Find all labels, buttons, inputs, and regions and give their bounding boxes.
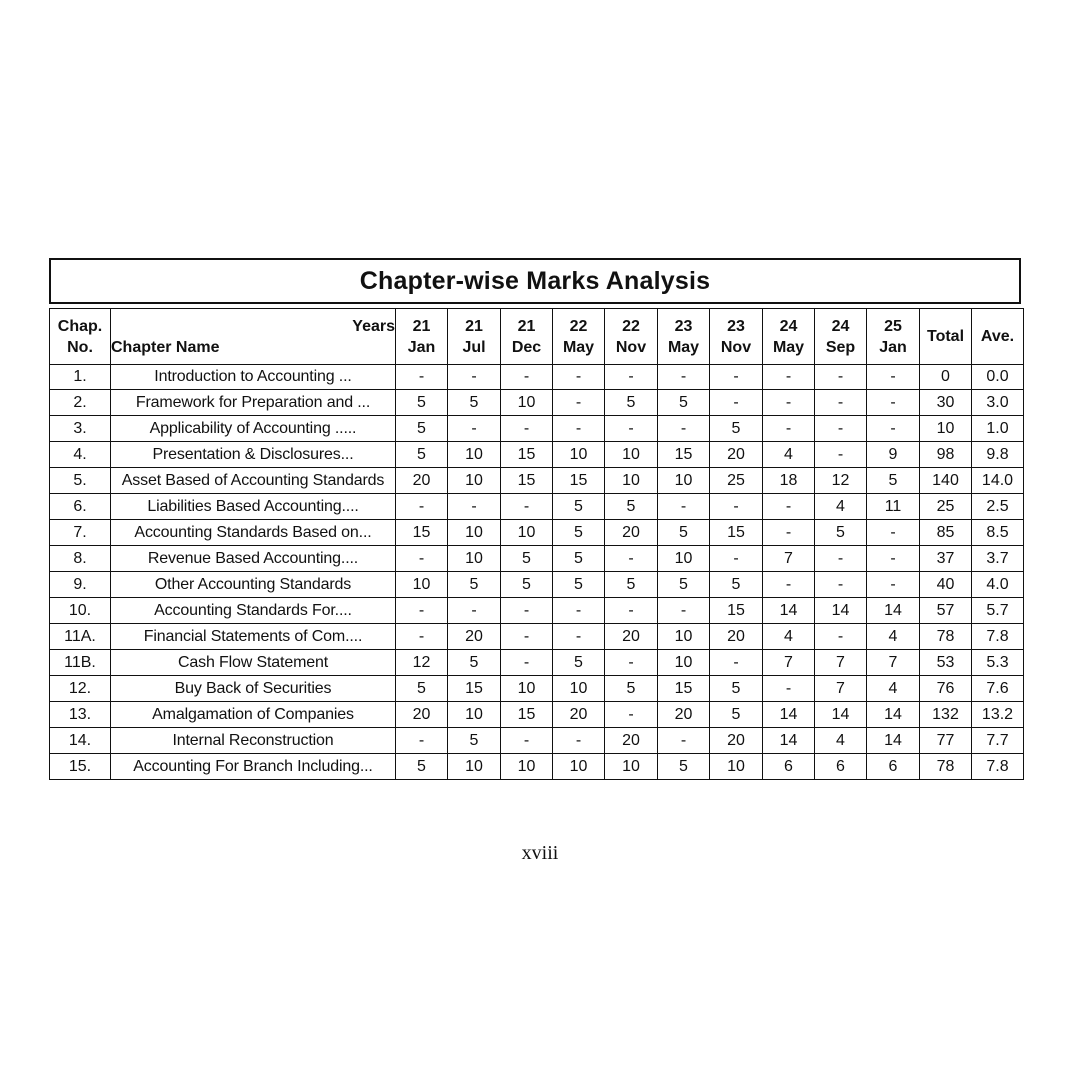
period-year: 24 <box>779 317 798 335</box>
marks-cell: - <box>501 624 553 650</box>
marks-cell: - <box>501 650 553 676</box>
marks-cell: 5 <box>658 390 710 416</box>
total-cell: 30 <box>920 390 972 416</box>
total-cell: 77 <box>920 728 972 754</box>
marks-cell: 4 <box>867 676 920 702</box>
marks-cell: 15 <box>501 442 553 468</box>
marks-cell: 10 <box>448 702 501 728</box>
chapter-number-cell: 6. <box>50 494 111 520</box>
marks-cell: - <box>396 494 448 520</box>
marks-cell: 5 <box>658 572 710 598</box>
period-header <box>605 309 658 365</box>
period-month: Jan <box>407 338 436 356</box>
average-cell: 7.8 <box>972 624 1024 650</box>
marks-cell: 5 <box>396 676 448 702</box>
chapter-name-label: Chapter Name <box>111 338 220 356</box>
marks-cell: 5 <box>396 416 448 442</box>
marks-cell: - <box>763 390 815 416</box>
marks-cell: - <box>710 365 763 390</box>
chapter-name-cell: Cash Flow Statement <box>111 650 396 676</box>
marks-cell: 15 <box>710 520 763 546</box>
chapter-name-cell: Accounting Standards For.... <box>111 598 396 624</box>
period-month: May <box>562 338 595 356</box>
period-year: 21 <box>465 317 483 335</box>
marks-cell: - <box>553 365 605 390</box>
average-cell: 7.7 <box>972 728 1024 754</box>
chapter-number-cell: 9. <box>50 572 111 598</box>
marks-cell: 5 <box>448 728 501 754</box>
marks-cell: - <box>553 390 605 416</box>
chapter-name-cell: Amalgamation of Companies <box>111 702 396 728</box>
chapter-name-cell: Buy Back of Securities <box>111 676 396 702</box>
average-cell: 5.7 <box>972 598 1024 624</box>
total-cell: 98 <box>920 442 972 468</box>
marks-cell: 10 <box>605 468 658 494</box>
marks-cell: 10 <box>658 624 710 650</box>
average-cell: 9.8 <box>972 442 1024 468</box>
period-month: May <box>667 338 700 356</box>
marks-cell: 20 <box>605 728 658 754</box>
marks-cell: 5 <box>396 442 448 468</box>
header-row <box>50 309 1024 365</box>
marks-cell: 15 <box>396 520 448 546</box>
marks-cell: - <box>553 624 605 650</box>
chapter-name-cell: Accounting For Branch Including... <box>111 754 396 780</box>
marks-cell: - <box>501 494 553 520</box>
marks-cell: - <box>710 390 763 416</box>
chapter-number-cell: 11A. <box>50 624 111 650</box>
marks-cell: 14 <box>867 728 920 754</box>
marks-cell: 20 <box>553 702 605 728</box>
marks-cell: - <box>815 624 867 650</box>
average-cell: 8.5 <box>972 520 1024 546</box>
marks-cell: - <box>763 494 815 520</box>
marks-cell: - <box>658 416 710 442</box>
table-row <box>50 624 1024 650</box>
period-header <box>763 309 815 365</box>
total-cell: 37 <box>920 546 972 572</box>
period-header <box>710 309 763 365</box>
marks-cell: - <box>605 650 658 676</box>
table-row <box>50 702 1024 728</box>
table-row <box>50 416 1024 442</box>
period-month: Jan <box>879 338 907 356</box>
marks-cell: 20 <box>396 468 448 494</box>
marks-cell: 10 <box>658 546 710 572</box>
total-cell: 140 <box>920 468 972 494</box>
marks-cell: 6 <box>763 754 815 780</box>
page-number: xviii <box>521 842 559 864</box>
marks-cell: 7 <box>815 676 867 702</box>
marks-cell: 15 <box>553 468 605 494</box>
marks-cell: - <box>763 365 815 390</box>
period-header <box>658 309 710 365</box>
marks-cell: - <box>501 598 553 624</box>
marks-cell: - <box>815 365 867 390</box>
marks-cell: - <box>448 598 501 624</box>
marks-cell: - <box>501 728 553 754</box>
marks-cell: 10 <box>448 468 501 494</box>
chapter-name-cell: Financial Statements of Com.... <box>111 624 396 650</box>
marks-cell: 5 <box>448 650 501 676</box>
marks-cell: - <box>815 442 867 468</box>
marks-cell: 4 <box>815 494 867 520</box>
period-month: Jul <box>462 338 486 356</box>
average-cell: 7.8 <box>972 754 1024 780</box>
chapter-number-cell: 15. <box>50 754 111 780</box>
table-row <box>50 546 1024 572</box>
marks-cell: 10 <box>501 520 553 546</box>
marks-cell: 5 <box>867 468 920 494</box>
marks-cell: - <box>553 416 605 442</box>
marks-cell: - <box>605 416 658 442</box>
period-year: 21 <box>412 317 431 335</box>
chapter-name-cell: Internal Reconstruction <box>111 728 396 754</box>
marks-cell: 5 <box>396 390 448 416</box>
marks-cell: 10 <box>553 442 605 468</box>
total-cell: 40 <box>920 572 972 598</box>
table-row <box>50 494 1024 520</box>
marks-cell: 10 <box>553 754 605 780</box>
table-row <box>50 442 1024 468</box>
chapter-number-cell: 11B. <box>50 650 111 676</box>
table-body <box>50 365 1024 780</box>
marks-cell: 10 <box>501 754 553 780</box>
marks-cell: 20 <box>710 728 763 754</box>
marks-cell: 14 <box>815 598 867 624</box>
chapter-name-cell: Accounting Standards Based on... <box>111 520 396 546</box>
marks-cell: 10 <box>658 650 710 676</box>
average-cell: 3.7 <box>972 546 1024 572</box>
chapter-name-cell: Asset Based of Accounting Standards <box>111 468 396 494</box>
marks-cell: 7 <box>867 650 920 676</box>
chapter-number-cell: 14. <box>50 728 111 754</box>
chapter-name-cell: Introduction to Accounting ... <box>111 365 396 390</box>
chapter-name-cell: Framework for Preparation and ... <box>111 390 396 416</box>
marks-cell: - <box>710 494 763 520</box>
marks-cell: 20 <box>658 702 710 728</box>
marks-cell: - <box>448 416 501 442</box>
marks-cell: - <box>501 416 553 442</box>
average-cell: 13.2 <box>972 702 1024 728</box>
period-header <box>396 309 448 365</box>
period-header <box>815 309 867 365</box>
period-header <box>867 309 920 365</box>
marks-cell: 5 <box>501 572 553 598</box>
marks-cell: 14 <box>763 598 815 624</box>
years-label: Years <box>352 317 395 335</box>
average-cell: 2.5 <box>972 494 1024 520</box>
marks-cell: - <box>710 546 763 572</box>
chapter-number-cell: 4. <box>50 442 111 468</box>
average-cell: 4.0 <box>972 572 1024 598</box>
marks-cell: - <box>658 365 710 390</box>
total-cell: 57 <box>920 598 972 624</box>
period-year: 23 <box>727 317 745 335</box>
chapter-name-cell: Other Accounting Standards <box>111 572 396 598</box>
marks-cell: - <box>867 365 920 390</box>
marks-cell: - <box>867 520 920 546</box>
marks-cell: - <box>763 520 815 546</box>
period-month: Nov <box>720 338 752 356</box>
table-row <box>50 390 1024 416</box>
marks-cell: 5 <box>605 494 658 520</box>
chap-no-header-line1: Chap. <box>57 317 103 335</box>
marks-cell: 5 <box>710 572 763 598</box>
marks-cell: 10 <box>605 754 658 780</box>
total-cell: 78 <box>920 754 972 780</box>
period-header <box>501 309 553 365</box>
period-header <box>448 309 501 365</box>
period-month: May <box>772 338 805 356</box>
marks-cell: 15 <box>658 442 710 468</box>
marks-cell: 5 <box>553 572 605 598</box>
marks-cell: - <box>763 676 815 702</box>
chapter-name-header <box>111 309 396 365</box>
table-row <box>50 520 1024 546</box>
marks-cell: 4 <box>867 624 920 650</box>
period-month: Nov <box>615 338 647 356</box>
marks-cell: 20 <box>448 624 501 650</box>
chapter-name-cell: Revenue Based Accounting.... <box>111 546 396 572</box>
marks-cell: - <box>396 624 448 650</box>
table-row <box>50 468 1024 494</box>
chapter-number-cell: 7. <box>50 520 111 546</box>
marks-cell: 6 <box>815 754 867 780</box>
average-cell: 5.3 <box>972 650 1024 676</box>
chapter-number-cell: 10. <box>50 598 111 624</box>
marks-cell: 5 <box>553 494 605 520</box>
marks-cell: - <box>763 416 815 442</box>
total-cell: 78 <box>920 624 972 650</box>
marks-cell: - <box>815 416 867 442</box>
chapter-number-cell: 13. <box>50 702 111 728</box>
marks-cell: 4 <box>763 624 815 650</box>
average-cell: 1.0 <box>972 416 1024 442</box>
marks-cell: - <box>605 546 658 572</box>
table-row <box>50 754 1024 780</box>
marks-cell: - <box>658 494 710 520</box>
marks-cell: - <box>658 728 710 754</box>
marks-cell: 10 <box>710 754 763 780</box>
marks-cell: 5 <box>658 754 710 780</box>
period-month: Dec <box>511 338 542 356</box>
marks-cell: 5 <box>815 520 867 546</box>
marks-cell: 14 <box>763 728 815 754</box>
marks-cell: 10 <box>448 520 501 546</box>
marks-cell: - <box>605 598 658 624</box>
average-cell: 14.0 <box>972 468 1024 494</box>
marks-cell: - <box>605 702 658 728</box>
marks-cell: 10 <box>605 442 658 468</box>
period-year: 21 <box>517 317 536 335</box>
marks-cell: 14 <box>763 702 815 728</box>
table-row <box>50 598 1024 624</box>
chapter-name-cell: Applicability of Accounting ..... <box>111 416 396 442</box>
marks-cell: 7 <box>763 650 815 676</box>
marks-cell: 10 <box>448 442 501 468</box>
marks-cell: - <box>658 598 710 624</box>
marks-cell: 5 <box>448 390 501 416</box>
marks-cell: - <box>867 416 920 442</box>
marks-cell: 10 <box>501 390 553 416</box>
marks-cell: 15 <box>501 702 553 728</box>
marks-cell: 5 <box>710 416 763 442</box>
period-year: 22 <box>569 317 588 335</box>
marks-cell: 10 <box>658 468 710 494</box>
table-row <box>50 650 1024 676</box>
chapter-name-cell: Liabilities Based Accounting.... <box>111 494 396 520</box>
average-cell: 3.0 <box>972 390 1024 416</box>
marks-cell: - <box>710 650 763 676</box>
marks-cell: 5 <box>710 676 763 702</box>
chap-no-header-line2: No. <box>67 338 93 356</box>
period-year: 25 <box>884 317 902 335</box>
average-cell: 7.6 <box>972 676 1024 702</box>
table-row <box>50 676 1024 702</box>
total-cell: 132 <box>920 702 972 728</box>
chapter-number-cell: 2. <box>50 390 111 416</box>
chap-no-header <box>50 309 111 365</box>
marks-cell: - <box>396 598 448 624</box>
table-header <box>50 309 1024 365</box>
table-row <box>50 365 1024 390</box>
marks-cell: 25 <box>710 468 763 494</box>
marks-cell: 5 <box>605 676 658 702</box>
marks-cell: 15 <box>448 676 501 702</box>
period-year: 24 <box>831 317 850 335</box>
marks-cell: 20 <box>605 624 658 650</box>
table-title: Chapter-wise Marks Analysis <box>49 258 1021 304</box>
marks-cell: - <box>553 598 605 624</box>
marks-cell: 7 <box>763 546 815 572</box>
marks-cell: 10 <box>501 676 553 702</box>
marks-cell: - <box>396 546 448 572</box>
chapter-number-cell: 8. <box>50 546 111 572</box>
marks-cell: - <box>763 572 815 598</box>
marks-cell: 4 <box>815 728 867 754</box>
total-cell: 10 <box>920 416 972 442</box>
marks-cell: 20 <box>605 520 658 546</box>
marks-cell: 5 <box>396 754 448 780</box>
marks-cell: 20 <box>396 702 448 728</box>
period-header <box>553 309 605 365</box>
marks-cell: 5 <box>710 702 763 728</box>
table-row <box>50 728 1024 754</box>
marks-cell: 12 <box>815 468 867 494</box>
marks-cell: 9 <box>867 442 920 468</box>
marks-cell: - <box>867 546 920 572</box>
marks-cell: 5 <box>605 390 658 416</box>
marks-cell: 11 <box>867 494 920 520</box>
total-cell: 76 <box>920 676 972 702</box>
marks-table <box>49 308 1024 780</box>
marks-cell: - <box>448 365 501 390</box>
total-cell: 0 <box>920 365 972 390</box>
marks-cell: - <box>396 365 448 390</box>
marks-cell: 5 <box>448 572 501 598</box>
total-cell: 85 <box>920 520 972 546</box>
marks-cell: - <box>815 546 867 572</box>
chapter-number-cell: 3. <box>50 416 111 442</box>
total-header: Total <box>920 309 972 365</box>
marks-cell: 10 <box>448 754 501 780</box>
marks-cell: 18 <box>763 468 815 494</box>
chapter-number-cell: 12. <box>50 676 111 702</box>
marks-cell: 5 <box>605 572 658 598</box>
marks-cell: - <box>501 365 553 390</box>
marks-cell: - <box>396 728 448 754</box>
marks-cell: 20 <box>710 624 763 650</box>
total-cell: 25 <box>920 494 972 520</box>
marks-cell: 14 <box>867 598 920 624</box>
marks-cell: - <box>448 494 501 520</box>
average-cell: 0.0 <box>972 365 1024 390</box>
marks-cell: - <box>867 572 920 598</box>
chapter-number-cell: 1. <box>50 365 111 390</box>
marks-cell: 15 <box>501 468 553 494</box>
ave-header: Ave. <box>972 309 1024 365</box>
chapter-name-cell: Presentation & Disclosures... <box>111 442 396 468</box>
marks-cell: 4 <box>763 442 815 468</box>
marks-cell: 10 <box>553 676 605 702</box>
marks-cell: 5 <box>553 520 605 546</box>
marks-cell: 5 <box>553 650 605 676</box>
marks-cell: 10 <box>396 572 448 598</box>
marks-cell: 10 <box>448 546 501 572</box>
period-year: 23 <box>674 317 693 335</box>
marks-cell: - <box>553 728 605 754</box>
period-year: 22 <box>622 317 640 335</box>
marks-cell: - <box>605 365 658 390</box>
chapter-number-cell: 5. <box>50 468 111 494</box>
marks-cell: - <box>867 390 920 416</box>
marks-cell: 15 <box>658 676 710 702</box>
marks-cell: 20 <box>710 442 763 468</box>
marks-cell: 14 <box>815 702 867 728</box>
marks-cell: 12 <box>396 650 448 676</box>
marks-cell: - <box>815 572 867 598</box>
marks-cell: 5 <box>658 520 710 546</box>
marks-cell: 15 <box>710 598 763 624</box>
marks-cell: 14 <box>867 702 920 728</box>
marks-cell: 6 <box>867 754 920 780</box>
period-month: Sep <box>825 338 856 356</box>
marks-cell: 5 <box>553 546 605 572</box>
marks-cell: 7 <box>815 650 867 676</box>
marks-cell: 5 <box>501 546 553 572</box>
table-row <box>50 572 1024 598</box>
marks-cell: - <box>815 390 867 416</box>
total-cell: 53 <box>920 650 972 676</box>
